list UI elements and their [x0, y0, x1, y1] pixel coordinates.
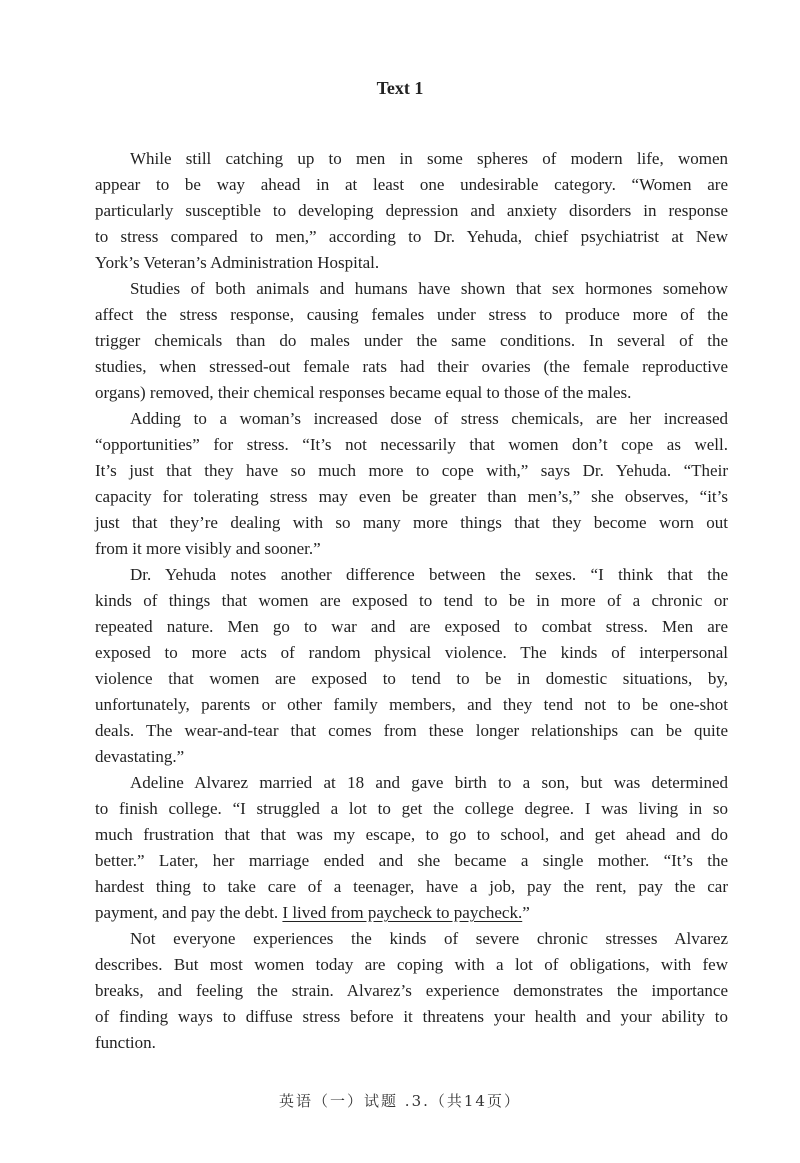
text-line: just that they’re dealing with so many more things that they become worn out	[95, 513, 728, 532]
text-line: unfortunately, parents or other family members, and they tend not to be one-shot	[95, 695, 728, 714]
text-line: Not everyone experiences the kinds of severe chronic stresses Alvarez	[130, 929, 728, 948]
underlined-sentence: I lived from paycheck to paycheck.	[282, 903, 523, 922]
text-line: York’s Veteran’s Administration Hospital.	[95, 253, 380, 272]
text-segment: payment, and pay the debt.	[95, 903, 283, 922]
paragraph	[95, 146, 728, 276]
text-line: It’s just that they have so much more to cope with,” says Dr. Yehuda. “Their	[95, 461, 728, 480]
text-line: particularly susceptible to developing depression and anxiety disorders in response	[95, 201, 728, 220]
text-line: repeated nature. Men go to war and are exposed to combat stress. Men are	[95, 617, 728, 636]
text-line: from it more visibly and sooner.”	[95, 539, 321, 558]
page-footer: 英语（一）试题 .3.（共14页）	[279, 1092, 521, 1110]
text-line: better.” Later, her marriage ended and she became a single mother. “It’s the	[95, 851, 728, 870]
text-line: hardest thing to take care of a teenager, have a job, pay the rent, pay the car	[95, 877, 728, 896]
text-line: violence that women are exposed to tend to be in domestic situations, by,	[95, 669, 728, 688]
paragraph	[95, 770, 728, 926]
passage-body	[95, 146, 728, 1056]
text-line: to finish college. “I struggled a lot to get the college degree. I was living in so	[95, 799, 728, 818]
text-line: studies, when stressed-out female rats had their ovaries (the female reproductive	[95, 357, 728, 376]
text-line: While still catching up to men in some spheres of modern life, women	[130, 149, 728, 168]
text-line: capacity for tolerating stress may even be greater than men’s,” she observes, “it’s	[95, 487, 728, 506]
text-line: much frustration that that was my escape, to go to school, and get ahead and do	[95, 825, 728, 844]
paragraph	[95, 276, 728, 406]
text-line: exposed to more acts of random physical violence. The kinds of interpersonal	[95, 643, 728, 662]
text-line: to stress compared to men,” according to Dr. Yehuda, chief psychiatrist at New	[95, 227, 728, 246]
text-line: breaks, and feeling the strain. Alvarez’s experience demonstrates the importance	[95, 981, 728, 1000]
paragraph	[95, 406, 728, 562]
text-line: organs) removed, their chemical responses became equal to those of the males.	[95, 383, 632, 402]
paragraph	[95, 562, 728, 770]
text-line: kinds of things that women are exposed to tend to be in more of a chronic or	[95, 591, 728, 610]
text-line: describes. But most women today are coping with a lot of obligations, with few	[95, 955, 728, 974]
text-line: “opportunities” for stress. “It’s not necessarily that women don’t cope as well.	[95, 435, 728, 454]
text-line: of finding ways to diffuse stress before it threatens your health and your ability to	[95, 1007, 728, 1026]
text-line: Dr. Yehuda notes another difference between the sexes. “I think that the	[130, 565, 728, 584]
text-line: Adding to a woman’s increased dose of stress chemicals, are her increased	[130, 409, 728, 428]
text-line: appear to be way ahead in at least one undesirable category. “Women are	[95, 175, 728, 194]
text-line: affect the stress response, causing females under stress to produce more of the	[95, 305, 728, 324]
text-line: function.	[95, 1033, 156, 1052]
text-line: Adeline Alvarez married at 18 and gave birth to a son, but was determined	[130, 773, 728, 792]
text-line: Studies of both animals and humans have shown that sex hormones somehow	[130, 279, 728, 298]
text-line: devastating.”	[95, 747, 185, 766]
document-title: Text 1	[376, 78, 424, 98]
text-segment: ”	[522, 903, 530, 922]
text-line: trigger chemicals than do males under the same conditions. In several of the	[95, 331, 728, 350]
text-line: deals. The wear-and-tear that comes from these longer relationships can be quite	[95, 721, 728, 740]
text-line	[95, 900, 728, 926]
paragraph	[95, 926, 728, 1056]
